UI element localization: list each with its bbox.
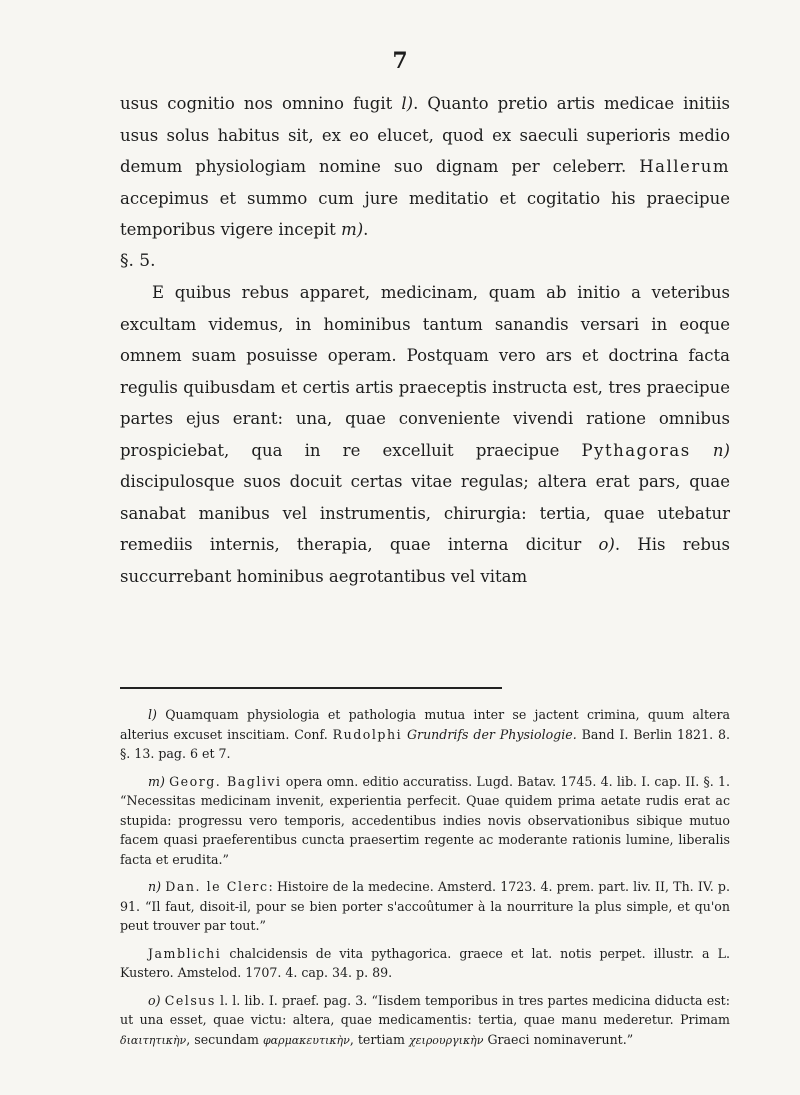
footnote-ref-n: n) [712, 440, 730, 460]
footnote-l: l) Quamquam physiologia et pathologia mutua inter se jactent crimina, quum altera alterius excuset inscitiam. Conf. Rudolphi Grundrifs der Physiologie. Band I. Berlin 1821. 8. §. 13. pag. 6 et 7. [120, 707, 730, 761]
name-pythagoras: Pythagoras [581, 440, 691, 460]
footnote-ref-l: l) [401, 94, 414, 113]
author-name-haller: Hallerum [639, 157, 730, 176]
footnote-n: n) Dan. le Clerc: Histoire de la medecine. Amsterd. 1723. 4. prem. part. liv. II, Th. IV. p. 91. “Il faut, disoit-il, pour se bien porter s'accoûtumer à la nourriture la plus simple, et qu'on peut trouver par tout.” [120, 879, 730, 933]
footnote-divider [120, 687, 502, 689]
main-text [120, 88, 730, 592]
footnote-ref-o: o) [598, 535, 615, 554]
paragraph-continued: usus cognitio nos omnino fugit l). Quanto pretio artis medicae initiis usus solus habitus sit, ex eo elucet, quod ex saeculi superioris medio demum physiologiam nomine suo dignam per celeberr. Hallerum accepimus et summo cum jure meditatio et cogitatio his praecipue temporibus vigere incepit m). [120, 94, 730, 239]
footnote-n-continued: Jamblichi chalcidensis de vita pythagorica. graece et lat. notis perpet. illustr. a L. Kustero. Amstelod. 1707. 4. cap. 34. p. 89. [120, 945, 730, 980]
footnotes [120, 705, 730, 1058]
footnote-ref-m: m) [341, 220, 364, 239]
section-heading: §. 5. [120, 250, 156, 271]
paragraph-section-5: E quibus rebus apparet, medicinam, quam ab initio a veteribus excultam videmus, in hominibus tantum sanandis versari in eoque omnem suam posuisse operam. Postquam vero ars et doctrina facta regulis quibusdam et certis artis praeceptis instructa est, tres praecipue partes ejus erant: una, quae conveniente vivendi ratione omnibus prospiciebat, qua in re excelluit praecipue Pythagoras n) discipulosque suos docuit certas vitae regulas; altera erat pars, quae sanabat manibus vel instrumentis, chirurgia: tertia, quae utebatur remediis internis, therapia, quae interna dicitur o). His rebus succurrebant hominibus aegrotantibus vel vitam [120, 283, 730, 586]
footnote-o: o) Celsus l. l. lib. I. praef. pag. 3. “Iisdem temporibus in tres partes medicina diducta est: ut una esset, quae victu: altera, quae medicamentis: tertia, quae manu mederetur. Primam διαιτητικὴν, secundam φαρμακευτικὴν, tertiam χειρουργικὴν Graeci nominaverunt.” [120, 992, 730, 1047]
footnote-m: m) Georg. Baglivi opera omn. editio accuratiss. Lugd. Batav. 1745. 4. lib. I. cap. II. §. 1. “Necessitas medicinam invenit, experientia perfecit. Quae quidem prima aetate rudis erat ac stupida: progressu vero temporis, accedentibus indies novis observationibus sibique mutuo facem quasi praeferentibus cuncta praesertim regente ac moderante rationis lumine, liberalis facta et erudita.” [120, 773, 730, 867]
page-number: 7 [392, 48, 408, 74]
